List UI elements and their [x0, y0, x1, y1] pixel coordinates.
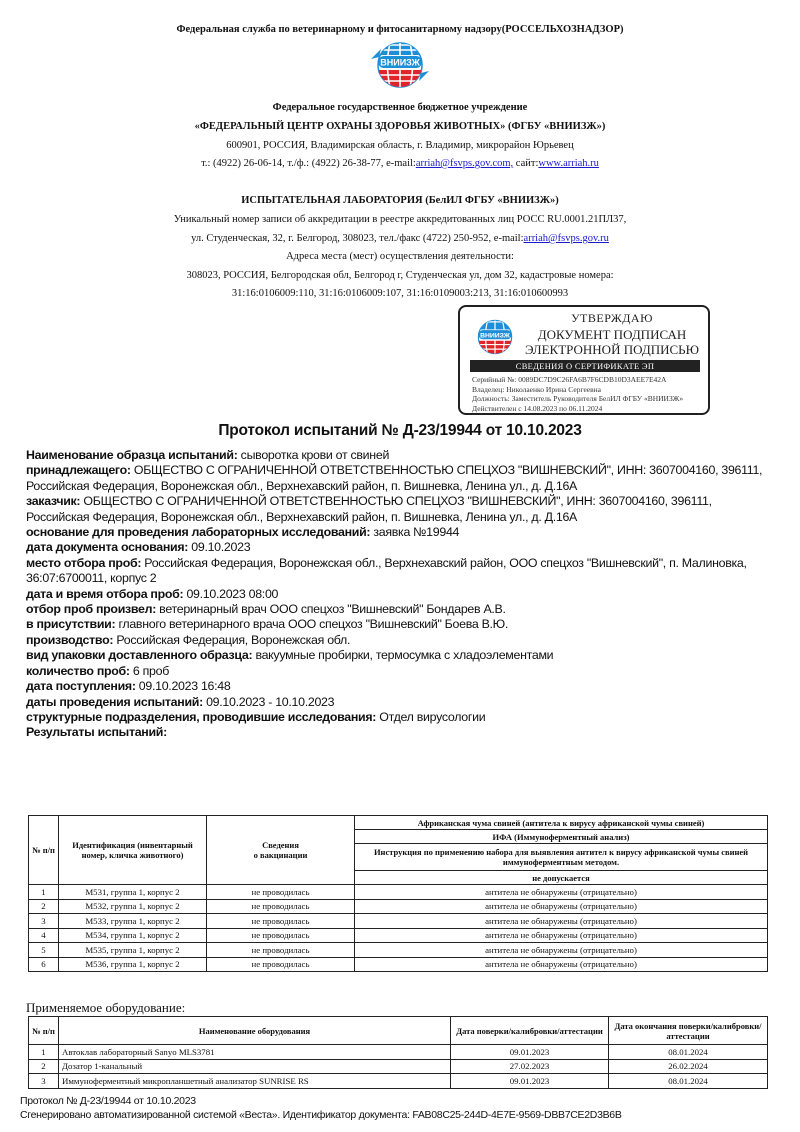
site-label: сайт:: [513, 158, 539, 169]
equipment-title: Применяемое оборудование:: [26, 1000, 186, 1015]
cell-result: антитела не обнаружены (отрицательно): [355, 957, 768, 972]
equipment-row: [29, 1059, 768, 1074]
cell-id: M531, группа 1, корпус 2: [59, 885, 207, 900]
field-value: ветеринарный врач ООО спецхоз "Вишневский" Бондарев А.В.: [156, 602, 506, 617]
stamp-logo: [470, 315, 520, 359]
eq-col-date: Дата поверки/калибровки/аттестации: [451, 1017, 609, 1045]
field-row: [26, 525, 776, 540]
col-header-vaccination: [207, 816, 355, 885]
field-label: основание для проведения лабораторных исследований:: [26, 525, 371, 540]
institution-contacts: [0, 157, 800, 170]
institution-type: Федеральное государственное бюджетное учреждение: [272, 102, 528, 113]
result-row: [29, 957, 768, 972]
field-row: [26, 587, 776, 602]
cell-date: 09.01.2023: [451, 1074, 609, 1089]
cell-date: 09.01.2023: [451, 1045, 609, 1060]
field-row: [26, 664, 776, 679]
lab-address: [0, 232, 800, 245]
field-row: [26, 602, 776, 617]
field-value: Отдел вирусологии: [376, 709, 486, 724]
eq-col-num: № п/п: [29, 1017, 59, 1045]
field-value: 09.10.2023 - 10.10.2023: [202, 694, 335, 709]
field-label: структурные подразделения, проводившие исследования:: [26, 709, 377, 724]
sample-fields: [26, 448, 776, 741]
eq-col-end: Дата окончания поверки/калибровки/аттестации: [609, 1017, 768, 1045]
cell-date: 27.02.2023: [451, 1059, 609, 1074]
stamp-signed-line2: ЭЛЕКТРОННОЙ ПОДПИСЬЮ: [525, 342, 699, 357]
result-row: [29, 885, 768, 900]
field-value: главного ветеринарного врача ООО спецхоз "Вишневский" Боева В.Ю.: [115, 617, 509, 632]
field-label: производство:: [26, 632, 114, 647]
field-row: [26, 679, 776, 694]
cell-id: M536, группа 1, корпус 2: [59, 957, 207, 972]
vniizzh-logo: [367, 37, 433, 93]
equipment-row: [29, 1045, 768, 1060]
method-header: ИФА (Иммуноферментный анализ): [355, 830, 768, 844]
cell-id: M535, группа 1, корпус 2: [59, 943, 207, 958]
stamp-cert-info: [472, 375, 683, 413]
cell-result: антитела не обнаружены (отрицательно): [355, 885, 768, 900]
field-value: 09.10.2023 16:48: [135, 679, 231, 694]
lab-places-title: Адреса места (мест) осуществления деятельности:: [286, 251, 514, 262]
col-header-vacc-line1: Сведения: [262, 840, 299, 850]
field-label: Результаты испытаний:: [26, 725, 167, 740]
col-header-num: № п/п: [29, 816, 59, 885]
result-row: [29, 928, 768, 943]
cell-num: 6: [29, 957, 59, 972]
cell-vaccination: не проводилась: [207, 885, 355, 900]
field-label: дата документа основания:: [26, 540, 189, 555]
e-signature-stamp: [458, 305, 710, 415]
disease-header: Африканская чума свиней (антитела к вирусу африканской чумы свиней): [355, 816, 768, 830]
stamp-signed-line1: ДОКУМЕНТ ПОДПИСАН: [537, 327, 687, 342]
cell-result: антитела не обнаружены (отрицательно): [355, 928, 768, 943]
cell-result: антитела не обнаружены (отрицательно): [355, 899, 768, 914]
result-row: [29, 943, 768, 958]
cell-vaccination: не проводилась: [207, 914, 355, 929]
stamp-approve: УТВЕРЖДАЮ: [571, 311, 653, 325]
cell-vaccination: не проводилась: [207, 957, 355, 972]
cell-end-date: 08.01.2024: [609, 1045, 768, 1060]
field-label: в присутствии:: [26, 617, 116, 632]
agency-name: Федеральная служба по ветеринарному и фитосанитарному надзору(РОССЕЛЬХОЗНАДЗОР): [176, 24, 624, 35]
equipment-row: [29, 1074, 768, 1089]
field-value: 6 проб: [129, 663, 169, 678]
footer-generated: Сгенерировано автоматизированной системой «Веста». Идентификатор документа: FAB08C25-244D-4E7E-9569-DBB7CE2D3B6B: [20, 1109, 622, 1121]
field-value: вакуумные пробирки, термосумка с хладоэлементами: [252, 648, 554, 663]
stamp-owner: Владелец: Николаенко Ирина Сергеевна: [472, 384, 601, 394]
cell-num: 5: [29, 943, 59, 958]
lab-address-text: ул. Студенческая, 32, г. Белгород, 308023, тел./факс (4722) 250-952, e-mail:: [191, 233, 524, 244]
contacts-text: т.: (4922) 26-06-14, т./ф.: (4922) 26-38-77, e-mail:: [201, 158, 416, 169]
cell-num: 1: [29, 1045, 59, 1060]
instruction-header: Инструкция по применению набора для выявления антител к вирусу африканской чумы свиней иммуноферментным методом.: [355, 844, 768, 871]
norm-header: не допускается: [355, 871, 768, 885]
field-label: принадлежащего:: [26, 463, 131, 478]
cell-end-date: 26.02.2024: [609, 1059, 768, 1074]
stamp-cert-bar: СВЕДЕНИЯ О СЕРТИФИКАТЕ ЭП: [470, 360, 700, 372]
results-table: [28, 815, 768, 972]
field-label: заказчик:: [26, 494, 81, 509]
equipment-table: [28, 1016, 768, 1089]
field-label: дата поступления:: [26, 679, 136, 694]
cell-name: Иммуноферментный микропланшетный анализатор SUNRISE RS: [59, 1074, 451, 1089]
logo-text: ВНИИЗЖ: [380, 57, 420, 68]
field-row: [26, 448, 776, 463]
cell-num: 2: [29, 1059, 59, 1074]
cell-num: 1: [29, 885, 59, 900]
field-label: Наименование образца испытаний:: [26, 448, 238, 462]
stamp-validity: Действителен с 14.08.2023 по 06.11.2024: [472, 403, 603, 413]
field-label: вид упаковки доставленного образца:: [26, 648, 253, 663]
field-value: 09.10.2023: [188, 540, 251, 555]
cell-end-date: 08.01.2024: [609, 1074, 768, 1089]
field-row: [26, 556, 776, 587]
footer-protocol-ref: Протокол № Д-23/19944 от 10.10.2023: [20, 1095, 196, 1107]
result-row: [29, 899, 768, 914]
field-row: [26, 695, 776, 710]
eq-col-name: Наименование оборудования: [59, 1017, 451, 1045]
stamp-logo-text: ВНИИЗЖ: [480, 332, 510, 340]
field-label: дата и время отбора проб:: [26, 586, 184, 601]
stamp-serial: Серийный №: 0089DC7D9C26FA6B7F6CDB10D3AEE7E42A: [472, 375, 667, 384]
result-row: [29, 914, 768, 929]
lab-places-line2: 31:16:0106009:110, 31:16:0106009:107, 31:16:0109003:213, 31:16:010600993: [231, 288, 569, 299]
field-value: Российская Федерация, Воронежская обл., Верхнехавский район, ООО спецхоз "Вишневский", п. Малиновка, 36:07:6700011, корпус 2: [26, 555, 747, 586]
field-row: [26, 633, 776, 648]
field-row: [26, 463, 776, 494]
email-link[interactable]: arriah@fsvps.gov.com,: [415, 158, 514, 169]
lab-accreditation: Уникальный номер записи об аккредитации в реестре аккредитованных лиц РОСС RU.0001.21ПЛ37,: [173, 214, 627, 225]
field-row: [26, 617, 776, 632]
lab-title: ИСПЫТАТЕЛЬНАЯ ЛАБОРАТОРИЯ (БелИЛ ФГБУ «ВНИИЗЖ»): [241, 195, 559, 206]
cell-vaccination: не проводилась: [207, 928, 355, 943]
field-value: 09.10.2023 08:00: [183, 586, 279, 601]
field-row: [26, 540, 776, 555]
cell-num: 2: [29, 899, 59, 914]
field-label: количество проб:: [26, 663, 130, 678]
cell-result: антитела не обнаружены (отрицательно): [355, 914, 768, 929]
cell-name: Автоклав лабораторный Sanyo MLS3781: [59, 1045, 451, 1060]
field-value: заявка №19944: [370, 525, 460, 540]
institution-name: «ФЕДЕРАЛЬНЫЙ ЦЕНТР ОХРАНЫ ЗДОРОВЬЯ ЖИВОТНЫХ» (ФГБУ «ВНИИЗЖ»): [194, 121, 606, 132]
cell-num: 3: [29, 1074, 59, 1089]
cell-name: Дозатор 1-канальный: [59, 1059, 451, 1074]
field-label: отбор проб произвел:: [26, 602, 157, 617]
lab-places-line1: 308023, РОССИЯ, Белгородская обл, Белгород г, Студенческая ул, дом 32, кадастровые номера:: [186, 270, 614, 281]
site-link[interactable]: www.arriah.ru: [538, 158, 599, 169]
cell-id: M533, группа 1, корпус 2: [59, 914, 207, 929]
field-row: [26, 648, 776, 663]
col-header-vacc-line2: о вакцинации: [253, 850, 308, 860]
lab-email-link[interactable]: arriah@fsvps.gov.ru: [523, 233, 609, 244]
field-value: Российская Федерация, Воронежская обл.: [113, 632, 351, 647]
field-row: [26, 494, 776, 525]
stamp-position: Должность: Заместитель Руководителя БелИЛ ФГБУ «ВНИИЗЖ»: [472, 394, 684, 403]
field-label: даты проведения испытаний:: [26, 694, 203, 709]
field-value: сыворотка крови от свиней: [237, 448, 390, 462]
cell-num: 3: [29, 914, 59, 929]
cell-id: M532, группа 1, корпус 2: [59, 899, 207, 914]
field-label: место отбора проб:: [26, 555, 142, 570]
cell-num: 4: [29, 928, 59, 943]
field-row: [26, 710, 776, 725]
col-header-id: Идентификация (инвентарный номер, кличка животного): [59, 816, 207, 885]
cell-vaccination: не проводилась: [207, 899, 355, 914]
cell-id: M534, группа 1, корпус 2: [59, 928, 207, 943]
institution-address: 600901, РОССИЯ, Владимирская область, г. Владимир, микрорайон Юрьевец: [226, 140, 574, 151]
cell-result: антитела не обнаружены (отрицательно): [355, 943, 768, 958]
protocol-title: Протокол испытаний № Д-23/19944 от 10.10.2023: [218, 422, 582, 439]
field-row: [26, 725, 776, 740]
cell-vaccination: не проводилась: [207, 943, 355, 958]
field-value: ОБЩЕСТВО С ОГРАНИЧЕННОЙ ОТВЕТСТВЕННОСТЬЮ СПЕЦХОЗ "ВИШНЕВСКИЙ", ИНН: 3607004160, 396111, Российская Федерация, Воронежская обл., Верхнехавский район, п. Вишневка, Ленина ул., д. Д.16А: [26, 494, 712, 524]
field-value: ОБЩЕСТВО С ОГРАНИЧЕННОЙ ОТВЕТСТВЕННОСТЬЮ СПЕЦХОЗ "ВИШНЕВСКИЙ", ИНН: 3607004160, 396111, Российская Федерация, Воронежская обл., Верхнехавский район, п. Вишневка, Ленина ул., д. Д.16А: [26, 463, 763, 493]
